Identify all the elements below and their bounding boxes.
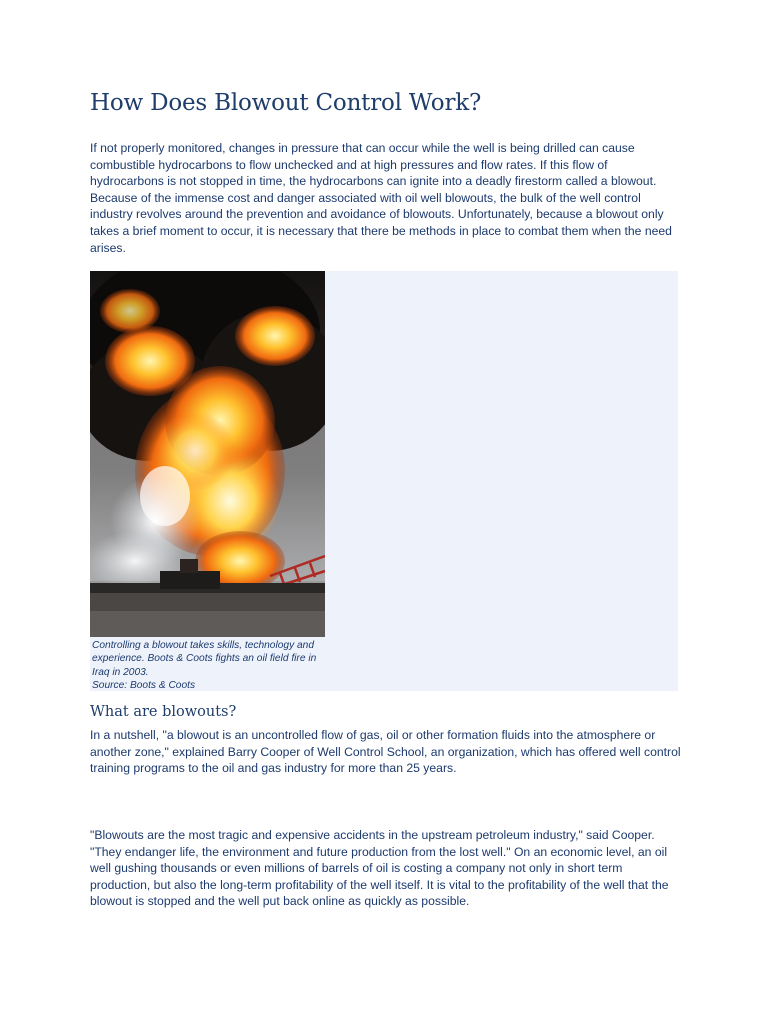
body-paragraph-2: "Blowouts are the most tragic and expensive accidents in the upstream petroleum industry," said Cooper. "They endanger life, the environment and future production from the lost well." On an economic level, an oil well gushing thousands or even millions of barrels of oil is costing a company not only in short term production, but also the long-term profitability of the well itself. It is vital to the profitability of the well that the blowout is stopped and the well put back online as quickly as possible. (90, 828, 669, 909)
body-paragraph-1: In a nutshell, "a blowout is an uncontrolled flow of gas, oil or other formation fluids into the atmosphere or another zone," explained Barry Cooper of Well Control School, an organization, which has offered well control training programs to the oil and gas industry for more than 25 years. (90, 728, 681, 776)
page-title: How Does Blowout Control Work? (90, 90, 482, 116)
intro-paragraph: If not properly monitored, changes in pressure that can occur while the well is being drilled can cause combustible hydrocarbons to flow unchecked and at high pressures and flow rates. If this flow of hydrocarbons is not stopped in time, the hydrocarbons can ignite into a deadly firestorm called a blowout. Because of the immense cost and danger associated with oil well blowouts, the bulk of the well control industry revolves around the prevention and avoidance of blowouts. Unfortunately, because a blowout only takes a brief moment to occur, it is necessary that there be methods in place to combat them when the need arises. (90, 141, 672, 255)
figure-panel (90, 271, 678, 691)
caption-source: Source: Boots & Coots (92, 679, 196, 691)
figure-caption (92, 639, 324, 692)
blowout-fire-photo (90, 271, 325, 637)
caption-text: Controlling a blowout takes skills, technology and experience. Boots & Coots fights an oil field fire in Iraq in 2003. (92, 640, 317, 678)
section-heading: What are blowouts? (90, 704, 237, 720)
